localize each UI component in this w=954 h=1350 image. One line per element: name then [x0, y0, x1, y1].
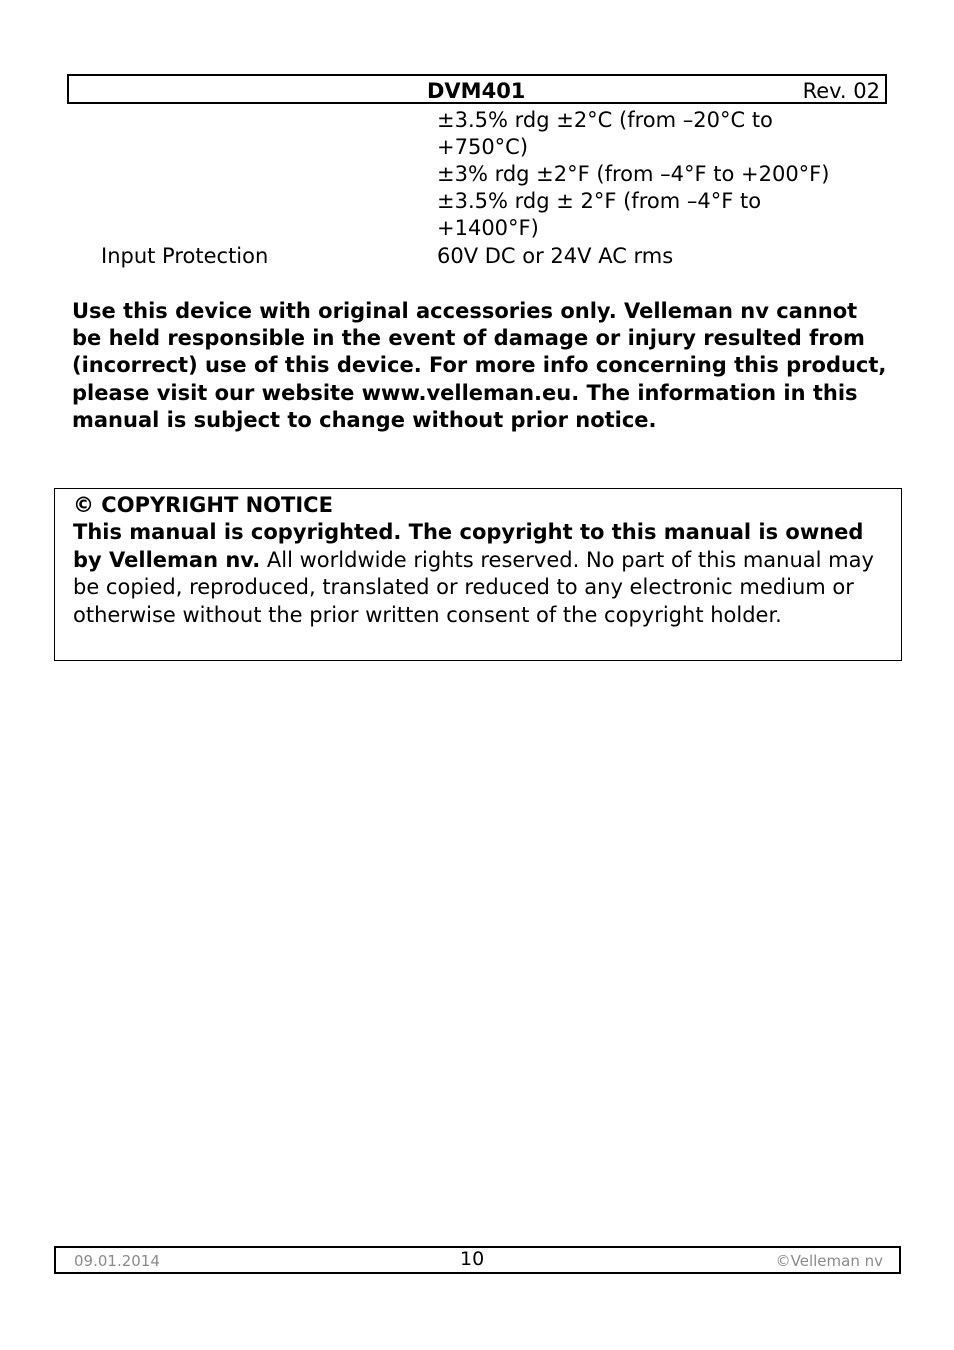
spec-accuracy-line: ±3% rdg ±2°F (from –4°F to +200°F): [437, 162, 830, 186]
copyright-notice: [73, 492, 893, 629]
disclaimer-text: Use this device with original accessories only. Velleman nv cannot be held responsible in the event of damage or injury resulted from (incorrect) use of this device. For more info concerning this product, please visit our website www.velleman.eu. The information in this manual is subject to change without prior notice.: [72, 299, 887, 432]
spec-accuracy-line: ±3.5% rdg ± 2°F (from –4°F to: [437, 189, 762, 213]
spec-accuracy-line: ±3.5% rdg ±2°C (from –20°C to: [437, 108, 773, 132]
spec-accuracy-line: +750°C): [437, 135, 529, 159]
page-footer: [54, 1246, 901, 1274]
model-name: DVM401: [427, 79, 526, 103]
copyright-notice-box: [54, 488, 902, 661]
copyright-title: © COPYRIGHT NOTICE: [73, 493, 333, 517]
page-header: [67, 74, 887, 104]
spec-value-input-protection: 60V DC or 24V AC rms: [437, 244, 674, 268]
copyright-bold-statement: This manual is copyrighted. The copyright to this manual is owned by Velleman nv.: [73, 520, 864, 572]
spec-accuracy-line: +1400°F): [437, 216, 539, 240]
spec-label-input-protection: Input Protection: [101, 244, 269, 268]
page-number: 10: [460, 1248, 485, 1270]
copyright-body: All worldwide rights reserved. No part of this manual may be copied, reproduced, translated or reduced to any electronic medium or otherwise without the prior written consent of the copyright holder.: [73, 547, 874, 627]
footer-date: 09.01.2014: [74, 1252, 160, 1270]
footer-copyright: ©Velleman nv: [775, 1252, 883, 1270]
revision-label: Rev. 02: [802, 79, 880, 103]
